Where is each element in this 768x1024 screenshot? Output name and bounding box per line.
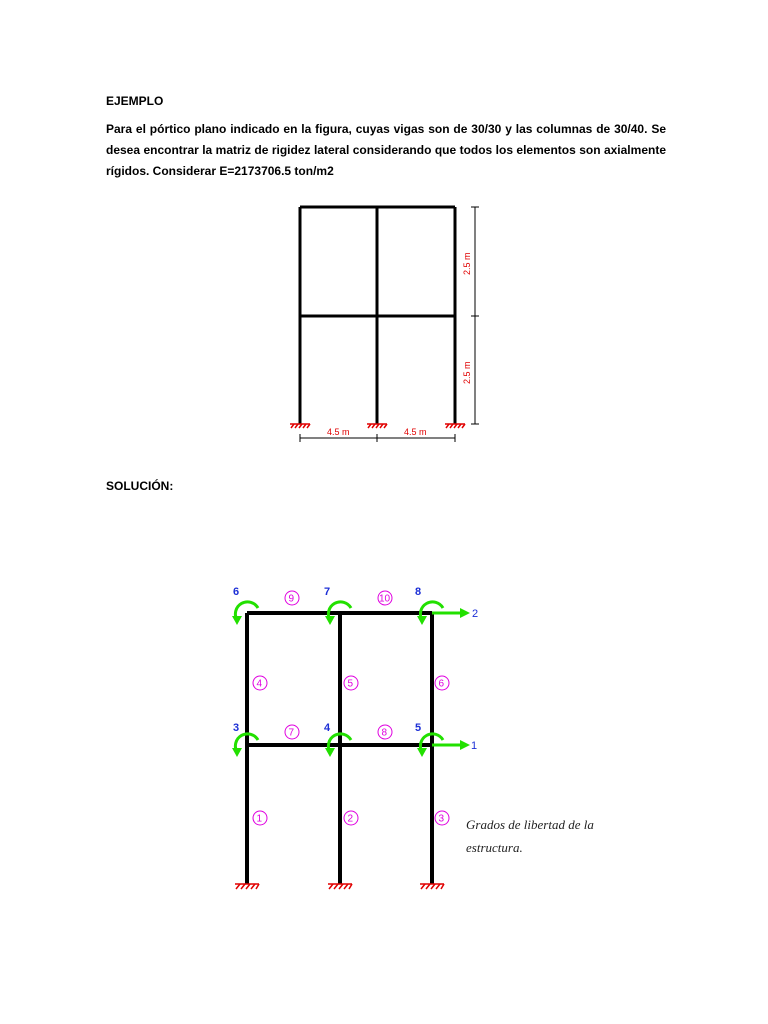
- supports: [290, 424, 465, 428]
- frame-members: [300, 207, 455, 424]
- dim-bay-1: 4.5 m: [327, 427, 350, 437]
- dof-diagram: [232, 586, 478, 889]
- node-label-6: 6: [233, 586, 240, 598]
- lateral-arrowhead-2: [460, 608, 470, 618]
- node-label-5: 5: [415, 722, 422, 734]
- horizontal-dimension: [300, 434, 455, 442]
- element-label-3: 3: [438, 813, 445, 825]
- vertical-dimension: [471, 207, 479, 424]
- element-label-10: 10: [379, 593, 391, 605]
- dim-story-2: 2.5 m: [462, 252, 472, 275]
- element-label-7: 7: [288, 727, 295, 739]
- dim-story-1: 2.5 m: [462, 361, 472, 384]
- dof-frame-members: [247, 613, 432, 884]
- node-label-4: 4: [324, 722, 331, 734]
- element-label-6: 6: [438, 678, 445, 690]
- lateral-arrowhead-1: [460, 740, 470, 750]
- element-label-8: 8: [381, 727, 388, 739]
- caption-line-2: estructura.: [466, 840, 523, 855]
- dof-label-1: 1: [471, 740, 478, 752]
- element-label-5: 5: [347, 678, 354, 690]
- dim-bay-2: 4.5 m: [404, 427, 427, 437]
- node-label-8: 8: [415, 586, 422, 598]
- caption-line-1: Grados de libertad de la: [466, 817, 594, 832]
- solution-heading: SOLUCIÓN:: [106, 479, 174, 493]
- element-label-1: 1: [256, 813, 263, 825]
- problem-statement: Para el pórtico plano indicado en la figura, cuyas vigas son de 30/30 y las columnas de 30/40. Se desea encontrar la matriz de rigidez lateral considerando que todos los elementos son axialmente rígidos. Considerar E=2173706.5 ton/m2: [106, 122, 666, 178]
- example-heading: EJEMPLO: [106, 94, 164, 108]
- node-label-3: 3: [233, 722, 240, 734]
- element-label-9: 9: [288, 593, 295, 605]
- element-label-4: 4: [256, 678, 263, 690]
- dof-label-2: 2: [472, 608, 479, 620]
- dof-supports: [235, 884, 444, 889]
- node-label-7: 7: [324, 586, 331, 598]
- element-circles: [253, 591, 449, 825]
- element-label-2: 2: [347, 813, 354, 825]
